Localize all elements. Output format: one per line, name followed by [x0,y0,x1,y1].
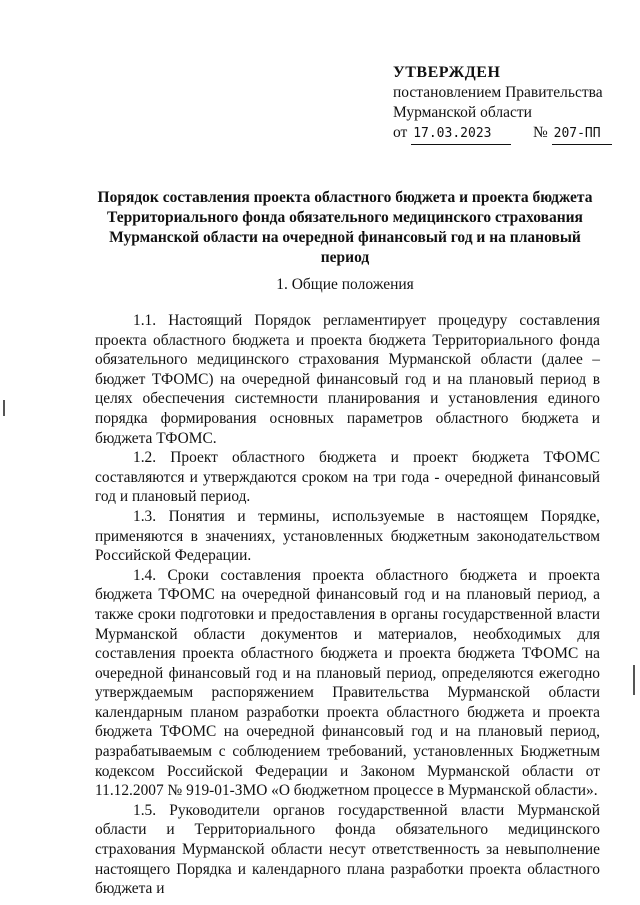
paragraph-1-5: 1.5. Руководители органов государственной власти Мурманской области и Территориального фонда обязательного медицинского страхования Мурманской области несут ответственность за невыполнение настоящего Порядка и календарного плана разработки проекта областного бюджета и [95,801,600,898]
paragraph-1-1: 1.1. Настоящий Порядок регламентирует процедуру составления проекта областного бюджета и проекта бюджета Территориального фонда обязательного медицинского страхования Мурманской области (далее – бюджет ТФОМС) на очередной финансовый год и на плановый период в целях обеспечения системности планирования и установления единого порядка формирования основных параметров областного бюджета и бюджета ТФОМС. [95,312,600,447]
paragraph-1-3: 1.3. Понятия и термины, используемые в настоящем Порядке, применяются в значениях, установленных бюджетным законодательством Российской Федерации. [95,507,600,565]
approval-number-label: № [532,124,548,141]
approval-date-number-line [393,123,633,145]
approval-line-2: Мурманской области [393,104,532,121]
approval-stamp-block [393,63,633,145]
approval-title: УТВЕРЖДЕН [393,64,501,81]
scan-edge-mark-right [633,665,635,695]
approval-date: 17.03.2023 [411,124,511,145]
approval-number: 207-ПП [552,124,612,145]
document-body [95,311,600,899]
paragraph-1-4: 1.4. Сроки составления проекта областного бюджета и проекта бюджета ТФОМС на очередной финансовый год и на плановый период, а также сроки подготовки и предоставления в органы государственной власти Мурманской области документов и материалов, необходимых для составления проекта областного бюджета и проекта бюджета ТФОМС на очередной финансовый год и на плановый период, определяются ежегодно утверждаемым распоряжением Правительства Мурманской области календарным планом разработки проекта областного бюджета и проекта бюджета ТФОМС на очередной финансовый год и на плановый период, разрабатываемым с соблюдением требований, установленных Бюджетным кодексом Российской Федерации и Законом Мурманской области от 11.12.2007 № 919-01-ЗМО «О бюджетном процессе в Мурманской области». [95,566,600,800]
approval-from-label: от [393,124,408,141]
scan-edge-mark-left [3,400,5,416]
paragraph-1-2: 1.2. Проект областного бюджета и проект бюджета ТФОМС составляются и утверждаются сроком на три года - очередной финансовый год и плановый период. [95,449,600,506]
document-title: Порядок составления проекта областного бюджета и проекта бюджета Территориального фонда обязательного медицинского страхования Мурманской области на очередной финансовый год и на плановый период [97,189,593,266]
approval-line-1: постановлением Правительства [393,84,603,101]
section-heading: 1. Общие положения [276,276,414,293]
